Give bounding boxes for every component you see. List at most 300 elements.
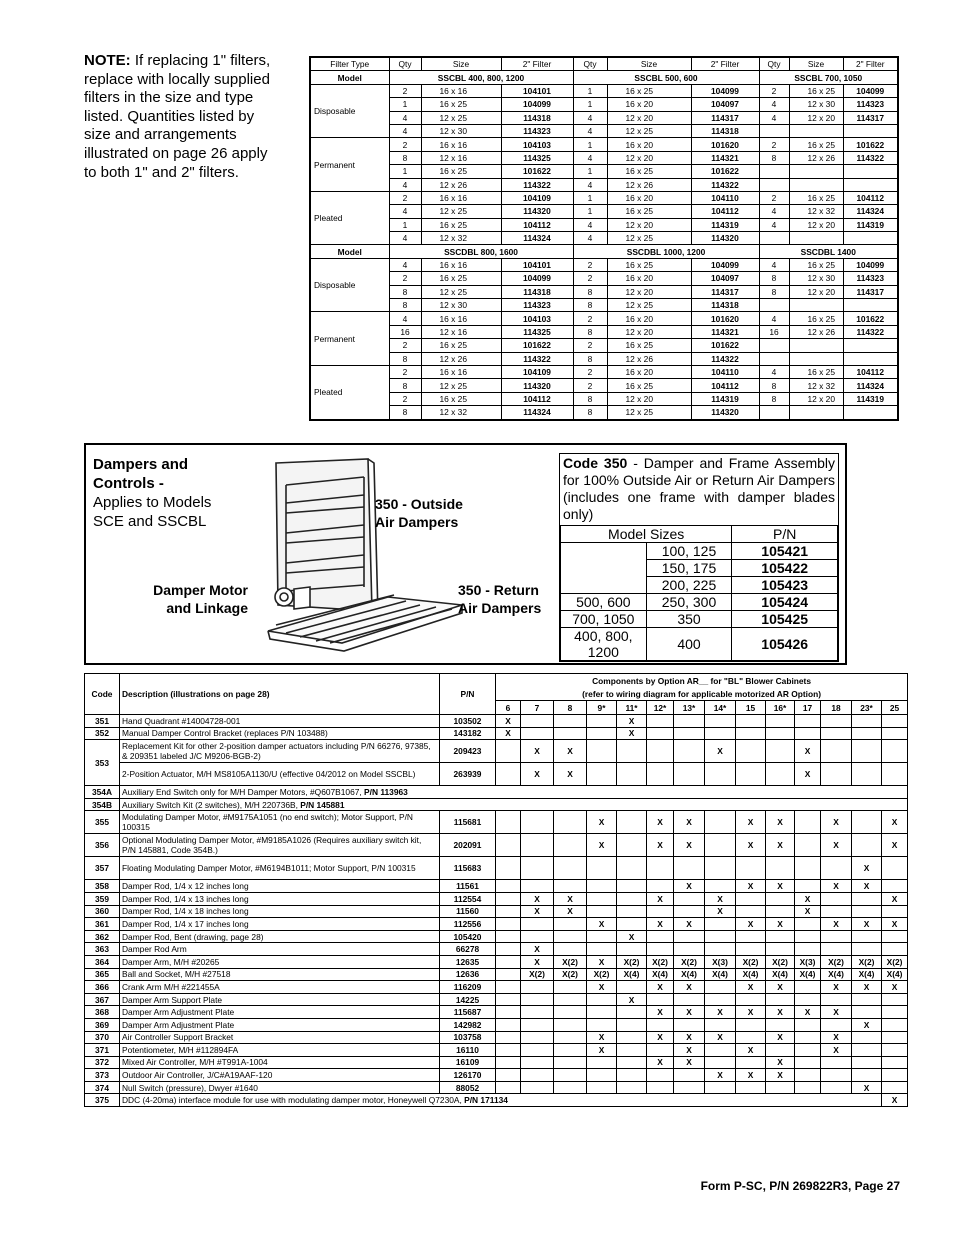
- components-row: [85, 715, 908, 728]
- sizes-blank-cell: [561, 543, 647, 594]
- components-code-cell: 363: [85, 943, 120, 956]
- components-x-cell: X: [647, 1031, 674, 1044]
- filter-type-cell: Permanent: [310, 312, 389, 366]
- components-pn-cell: 12636: [440, 968, 496, 981]
- components-x-cell: [821, 763, 852, 786]
- components-x-cell: X: [617, 930, 647, 943]
- components-x-cell: [674, 905, 705, 918]
- components-x-cell: [882, 1056, 908, 1069]
- components-x-cell: X(2): [617, 955, 647, 968]
- components-code-cell: 368: [85, 1006, 120, 1019]
- filter-cell: [843, 178, 898, 191]
- components-x-cell: X: [647, 981, 674, 994]
- components-row: [85, 930, 908, 943]
- components-x-cell: [496, 905, 521, 918]
- filter-cell: 104099: [501, 98, 573, 111]
- sizes-pn-cell: 105423: [732, 577, 838, 594]
- components-desc-bold: P/N 171134: [464, 1095, 508, 1106]
- components-x-cell: [852, 763, 882, 786]
- components-code-cell: 354A: [85, 786, 120, 799]
- components-x-cell: [705, 918, 736, 931]
- filter-cell: 12 x 26: [607, 352, 691, 365]
- components-desc-cell: Damper Rod, 1/4 x 18 inches long: [120, 905, 440, 918]
- components-x-cell: X: [587, 918, 617, 931]
- filter-cell: 114323: [501, 124, 573, 137]
- components-option-header: 13*: [674, 701, 705, 715]
- components-x-cell: X(2): [647, 955, 674, 968]
- components-x-cell: X: [766, 1031, 795, 1044]
- components-x-cell: [496, 1031, 521, 1044]
- components-x-cell: [736, 1081, 766, 1094]
- components-x-cell: [587, 740, 617, 763]
- components-pn-cell: 142982: [440, 1018, 496, 1031]
- components-x-cell: [496, 930, 521, 943]
- filter-cell: 114321: [691, 325, 759, 338]
- components-x-cell: [705, 857, 736, 880]
- filter-cell: 104099: [691, 84, 759, 97]
- components-x-cell: [496, 968, 521, 981]
- filter-cell: 101622: [691, 165, 759, 178]
- filter-cell: 16 x 16: [421, 138, 501, 151]
- filter-cell: 12 x 25: [607, 124, 691, 137]
- components-desc-cell: Auxiliary Switch Kit (2 switches), M/H 220736B, P/N 145881: [120, 798, 908, 811]
- filter-cell: 8: [573, 392, 607, 405]
- components-x-cell: [554, 1018, 587, 1031]
- components-x-cell: [496, 892, 521, 905]
- components-x-cell: [795, 811, 821, 834]
- filter-cell: 12 x 25: [607, 406, 691, 420]
- components-x-cell: [882, 727, 908, 740]
- components-row: [85, 857, 908, 880]
- sizes-size-cell: 400: [646, 628, 732, 661]
- filter-cell: 16 x 25: [421, 98, 501, 111]
- filter-cell: 114317: [691, 111, 759, 124]
- components-x-cell: [521, 811, 554, 834]
- filter-row: [310, 285, 898, 298]
- sizes-row: [561, 543, 838, 560]
- filter-cell: 12 x 32: [789, 379, 843, 392]
- components-x-cell: [587, 880, 617, 893]
- components-x-cell: X: [587, 955, 617, 968]
- components-desc-cell: Damper Rod, 1/4 x 13 inches long: [120, 892, 440, 905]
- filter-cell: 104110: [691, 365, 759, 378]
- components-x-cell: [705, 930, 736, 943]
- components-x-cell: [496, 1018, 521, 1031]
- components-x-cell: [674, 857, 705, 880]
- filter-cell: 12 x 20: [789, 392, 843, 405]
- components-x-cell: [795, 1081, 821, 1094]
- components-desc-cell: DDC (4-20ma) interface module for use with modulating damper motor, Honeywell Q7230A, P/N 171134: [120, 1094, 882, 1107]
- components-x-cell: [882, 740, 908, 763]
- components-x-cell: [736, 763, 766, 786]
- components-x-cell: [617, 811, 647, 834]
- components-x-cell: X: [674, 1006, 705, 1019]
- components-x-cell: [521, 981, 554, 994]
- components-x-cell: [852, 930, 882, 943]
- sizes-model-cell: 500, 600: [561, 594, 647, 611]
- components-x-cell: [617, 1056, 647, 1069]
- components-x-cell: [587, 857, 617, 880]
- components-x-cell: [795, 930, 821, 943]
- components-x-cell: [766, 740, 795, 763]
- components-x-cell: X: [821, 880, 852, 893]
- filter-cell: 16 x 20: [607, 191, 691, 204]
- sizes-pn-cell: 105426: [732, 628, 838, 661]
- filter-cell: 114322: [691, 352, 759, 365]
- components-desc-cell: Null Switch (pressure), Dwyer #1640: [120, 1081, 440, 1094]
- components-x-cell: [617, 763, 647, 786]
- filter-cell: 8: [573, 325, 607, 338]
- components-x-cell: [821, 905, 852, 918]
- components-code-cell: 373: [85, 1069, 120, 1082]
- components-code-cell: 375: [85, 1094, 120, 1107]
- components-x-cell: [521, 857, 554, 880]
- filter-cell: 4: [389, 312, 421, 325]
- filter-cell: 8: [573, 352, 607, 365]
- components-x-cell: X: [705, 905, 736, 918]
- components-desc-cell: Auxiliary End Switch only for M/H Damper Motors, #Q607B1067, P/N 113963: [120, 786, 908, 799]
- components-code-cell: 361: [85, 918, 120, 931]
- components-x-cell: [617, 1044, 647, 1057]
- filter-cell: 104109: [501, 191, 573, 204]
- components-x-cell: X(3): [795, 955, 821, 968]
- components-option-header: 7: [521, 701, 554, 715]
- components-x-cell: [821, 1056, 852, 1069]
- filter-cell: 101622: [843, 312, 898, 325]
- filter-cell: 12 x 20: [789, 111, 843, 124]
- filter-cell: 104101: [501, 258, 573, 271]
- components-pn-cell: 11560: [440, 905, 496, 918]
- filter-cell: 101622: [691, 339, 759, 352]
- filter-cell: 101620: [691, 138, 759, 151]
- components-x-cell: X: [647, 1056, 674, 1069]
- note-text: If replacing 1" filters, replace with locally supplied filters in the size and type listed. Quantities listed by size and arrangements illustrated on page 26 apply to both 1" and 2" filters.: [84, 52, 271, 181]
- components-x-cell: [647, 905, 674, 918]
- components-x-cell: [705, 715, 736, 728]
- components-option-header: 12*: [647, 701, 674, 715]
- components-x-cell: X: [795, 892, 821, 905]
- filter-cell: 1: [573, 84, 607, 97]
- filter-row: [310, 299, 898, 312]
- components-x-cell: X: [766, 918, 795, 931]
- sizes-header-pn: P/N: [732, 526, 838, 543]
- filter-cell: [789, 406, 843, 420]
- components-code-cell: 357: [85, 857, 120, 880]
- code-350-description: [560, 454, 838, 525]
- filter-cell: 16 x 25: [421, 218, 501, 231]
- components-x-cell: X: [736, 981, 766, 994]
- sizes-pn-cell: 105424: [732, 594, 838, 611]
- components-x-cell: [554, 1031, 587, 1044]
- components-desc-cell: Ball and Socket, M/H #27518: [120, 968, 440, 981]
- components-header-desc: Description (illustrations on page 28): [120, 674, 440, 715]
- components-x-cell: [821, 740, 852, 763]
- filter-cell: [759, 352, 789, 365]
- components-row: [85, 1044, 908, 1057]
- components-x-cell: [674, 763, 705, 786]
- filter-type-cell: Pleated: [310, 365, 389, 419]
- components-x-cell: [795, 1044, 821, 1057]
- components-option-header: 17: [795, 701, 821, 715]
- filter-cell: 101620: [691, 312, 759, 325]
- components-x-cell: X: [852, 1018, 882, 1031]
- components-code-cell: 354B: [85, 798, 120, 811]
- components-desc-cell: Damper Arm Adjustment Plate: [120, 1018, 440, 1031]
- components-pn-cell: 115683: [440, 857, 496, 880]
- filter-cell: 114323: [501, 299, 573, 312]
- components-option-header: 14*: [705, 701, 736, 715]
- components-x-cell: [852, 834, 882, 857]
- filter-row: [310, 352, 898, 365]
- filter-cell: 12 x 20: [789, 285, 843, 298]
- components-x-cell: X(2): [521, 968, 554, 981]
- components-x-cell: X: [766, 1056, 795, 1069]
- components-x-cell: X(2): [554, 968, 587, 981]
- filter-cell: 8: [389, 406, 421, 420]
- filter-cell: [759, 165, 789, 178]
- components-row: [85, 968, 908, 981]
- components-x-cell: [647, 943, 674, 956]
- filter-cell: 12 x 25: [607, 232, 691, 245]
- components-x-cell: [647, 880, 674, 893]
- components-x-cell: [766, 1081, 795, 1094]
- sizes-row: [561, 611, 838, 628]
- filter-cell: 114322: [501, 352, 573, 365]
- components-x-cell: [852, 1031, 882, 1044]
- components-x-cell: [736, 1056, 766, 1069]
- filter-cell: 114319: [691, 218, 759, 231]
- components-code-cell: 356: [85, 834, 120, 857]
- filter-cell: 114319: [843, 218, 898, 231]
- components-x-cell: [496, 955, 521, 968]
- components-code-cell: 365: [85, 968, 120, 981]
- components-header-row: [85, 674, 908, 688]
- filter-cell: 114317: [843, 285, 898, 298]
- filter-cell: 12 x 32: [789, 205, 843, 218]
- sizes-size-cell: 250, 300: [646, 594, 732, 611]
- components-x-cell: [554, 981, 587, 994]
- filter-cell: [843, 352, 898, 365]
- filter-cell: [843, 406, 898, 420]
- filter-cell: 16 x 25: [789, 84, 843, 97]
- components-x-cell: X: [587, 1044, 617, 1057]
- filter-model-name: SSCBL 400, 800, 1200: [389, 71, 573, 84]
- filter-cell: 114318: [691, 299, 759, 312]
- components-x-cell: [554, 715, 587, 728]
- components-x-cell: [554, 1056, 587, 1069]
- components-x-cell: X: [521, 955, 554, 968]
- components-x-cell: X(4): [674, 968, 705, 981]
- components-x-cell: [554, 930, 587, 943]
- components-x-cell: [647, 930, 674, 943]
- components-x-cell: X: [554, 905, 587, 918]
- components-x-cell: [617, 981, 647, 994]
- components-x-cell: [554, 943, 587, 956]
- components-x-cell: X: [554, 763, 587, 786]
- filter-cell: 2: [573, 312, 607, 325]
- filter-cell: [789, 178, 843, 191]
- components-x-cell: X: [674, 811, 705, 834]
- components-x-cell: X: [674, 1031, 705, 1044]
- filter-model-name: SSCDBL 1400: [759, 245, 898, 258]
- components-x-cell: X: [647, 834, 674, 857]
- components-x-cell: X: [736, 1006, 766, 1019]
- components-x-cell: [852, 1069, 882, 1082]
- filter-cell: 104097: [691, 272, 759, 285]
- components-x-cell: [705, 943, 736, 956]
- components-x-cell: X: [882, 834, 908, 857]
- components-x-cell: [521, 918, 554, 931]
- components-row: [85, 981, 908, 994]
- filter-cell: [759, 339, 789, 352]
- filter-cell: 114322: [501, 178, 573, 191]
- components-x-cell: [617, 918, 647, 931]
- filter-cell: 12 x 25: [421, 111, 501, 124]
- code-350-label: Code 350: [563, 455, 628, 471]
- components-x-cell: [821, 715, 852, 728]
- components-x-cell: [766, 993, 795, 1006]
- filter-cell: 104110: [691, 191, 759, 204]
- filter-cell: 114324: [501, 406, 573, 420]
- filter-cell: 8: [759, 272, 789, 285]
- components-x-cell: X: [736, 918, 766, 931]
- code-350-box: [559, 453, 839, 662]
- components-x-cell: [496, 1081, 521, 1094]
- components-x-cell: [882, 857, 908, 880]
- components-x-cell: [674, 1069, 705, 1082]
- filter-cell: 16 x 16: [421, 312, 501, 325]
- components-x-cell: [705, 1018, 736, 1031]
- filter-cell: 114317: [843, 111, 898, 124]
- components-x-cell: X: [821, 1031, 852, 1044]
- filter-cell: 8: [389, 299, 421, 312]
- filter-cell: 16 x 25: [607, 339, 691, 352]
- filter-cell: 16 x 25: [789, 312, 843, 325]
- components-x-cell: [852, 1006, 882, 1019]
- components-pn-cell: 115687: [440, 1006, 496, 1019]
- filter-cell: 16 x 25: [789, 191, 843, 204]
- components-option-header: 9*: [587, 701, 617, 715]
- components-x-cell: X(4): [852, 968, 882, 981]
- filter-cell: 114319: [843, 392, 898, 405]
- filter-cell: 16 x 16: [421, 258, 501, 271]
- components-pn-cell: 112554: [440, 892, 496, 905]
- components-code-cell: 367: [85, 993, 120, 1006]
- components-x-cell: [554, 811, 587, 834]
- components-row: [85, 727, 908, 740]
- components-x-cell: X: [882, 918, 908, 931]
- components-code-cell: 362: [85, 930, 120, 943]
- filter-cell: 114317: [691, 285, 759, 298]
- filter-table: [309, 56, 899, 421]
- filter-cell: 114320: [691, 406, 759, 420]
- components-x-cell: [587, 1006, 617, 1019]
- components-x-cell: [496, 740, 521, 763]
- filter-cell: 114324: [843, 379, 898, 392]
- components-x-cell: X: [647, 1006, 674, 1019]
- components-x-cell: [496, 1044, 521, 1057]
- components-x-cell: X(4): [647, 968, 674, 981]
- components-x-cell: X: [852, 981, 882, 994]
- components-x-cell: [617, 834, 647, 857]
- components-x-cell: [674, 727, 705, 740]
- filter-cell: 12 x 32: [421, 406, 501, 420]
- filter-row: [310, 84, 898, 97]
- components-code-cell: 370: [85, 1031, 120, 1044]
- label-outside-dampers: 350 - Outside Air Dampers: [375, 496, 463, 530]
- components-x-cell: [766, 763, 795, 786]
- components-x-cell: [617, 943, 647, 956]
- sizes-row: [561, 594, 838, 611]
- filter-cell: 114323: [843, 272, 898, 285]
- filter-cell: 16 x 16: [421, 365, 501, 378]
- components-x-cell: [674, 1018, 705, 1031]
- components-x-cell: [617, 857, 647, 880]
- components-x-cell: [587, 892, 617, 905]
- filter-cell: 4: [759, 205, 789, 218]
- filter-row: [310, 258, 898, 271]
- components-x-cell: [852, 1044, 882, 1057]
- components-code-cell: 351: [85, 715, 120, 728]
- components-option-header: 15: [736, 701, 766, 715]
- filter-cell: 104112: [501, 218, 573, 231]
- components-x-cell: [674, 892, 705, 905]
- components-x-cell: [587, 1056, 617, 1069]
- components-x-cell: X: [795, 740, 821, 763]
- components-x-cell: [766, 715, 795, 728]
- filter-header-cell: Size: [607, 57, 691, 71]
- components-x-cell: [554, 918, 587, 931]
- filter-cell: 4: [759, 218, 789, 231]
- components-x-cell: [496, 943, 521, 956]
- components-x-cell: X(4): [882, 968, 908, 981]
- components-option-header: 16*: [766, 701, 795, 715]
- components-x-cell: [705, 1056, 736, 1069]
- components-x-cell: X: [587, 981, 617, 994]
- components-x-cell: [821, 1081, 852, 1094]
- components-x-cell: X(4): [795, 968, 821, 981]
- filter-cell: 16 x 20: [607, 272, 691, 285]
- filter-cell: 12 x 20: [607, 392, 691, 405]
- components-desc-cell: Crank Arm M/H #221455A: [120, 981, 440, 994]
- filter-cell: 8: [389, 151, 421, 164]
- filter-row: [310, 191, 898, 204]
- damper-illustration: [256, 455, 471, 655]
- components-code-cell: 360: [85, 905, 120, 918]
- filter-cell: 4: [389, 178, 421, 191]
- sizes-row: [561, 628, 838, 661]
- filter-cell: 12 x 30: [421, 124, 501, 137]
- filter-model-name: SSCBL 500, 600: [573, 71, 759, 84]
- filter-cell: 114320: [691, 232, 759, 245]
- filter-row: [310, 165, 898, 178]
- filter-cell: 104099: [843, 258, 898, 271]
- components-x-cell: [587, 905, 617, 918]
- filter-cell: 2: [389, 84, 421, 97]
- components-row: [85, 918, 908, 931]
- components-option-header: 11*: [617, 701, 647, 715]
- filter-cell: 12 x 30: [789, 272, 843, 285]
- model-sizes-table: [560, 525, 838, 661]
- components-x-cell: [617, 1018, 647, 1031]
- filter-cell: 12 x 20: [789, 218, 843, 231]
- filter-model-name: SSCBL 700, 1050: [759, 71, 898, 84]
- filter-row: [310, 379, 898, 392]
- filter-cell: 4: [573, 151, 607, 164]
- filter-cell: 12 x 30: [789, 98, 843, 111]
- components-desc-cell: Damper Arm Adjustment Plate: [120, 1006, 440, 1019]
- components-pn-cell: 209423: [440, 740, 496, 763]
